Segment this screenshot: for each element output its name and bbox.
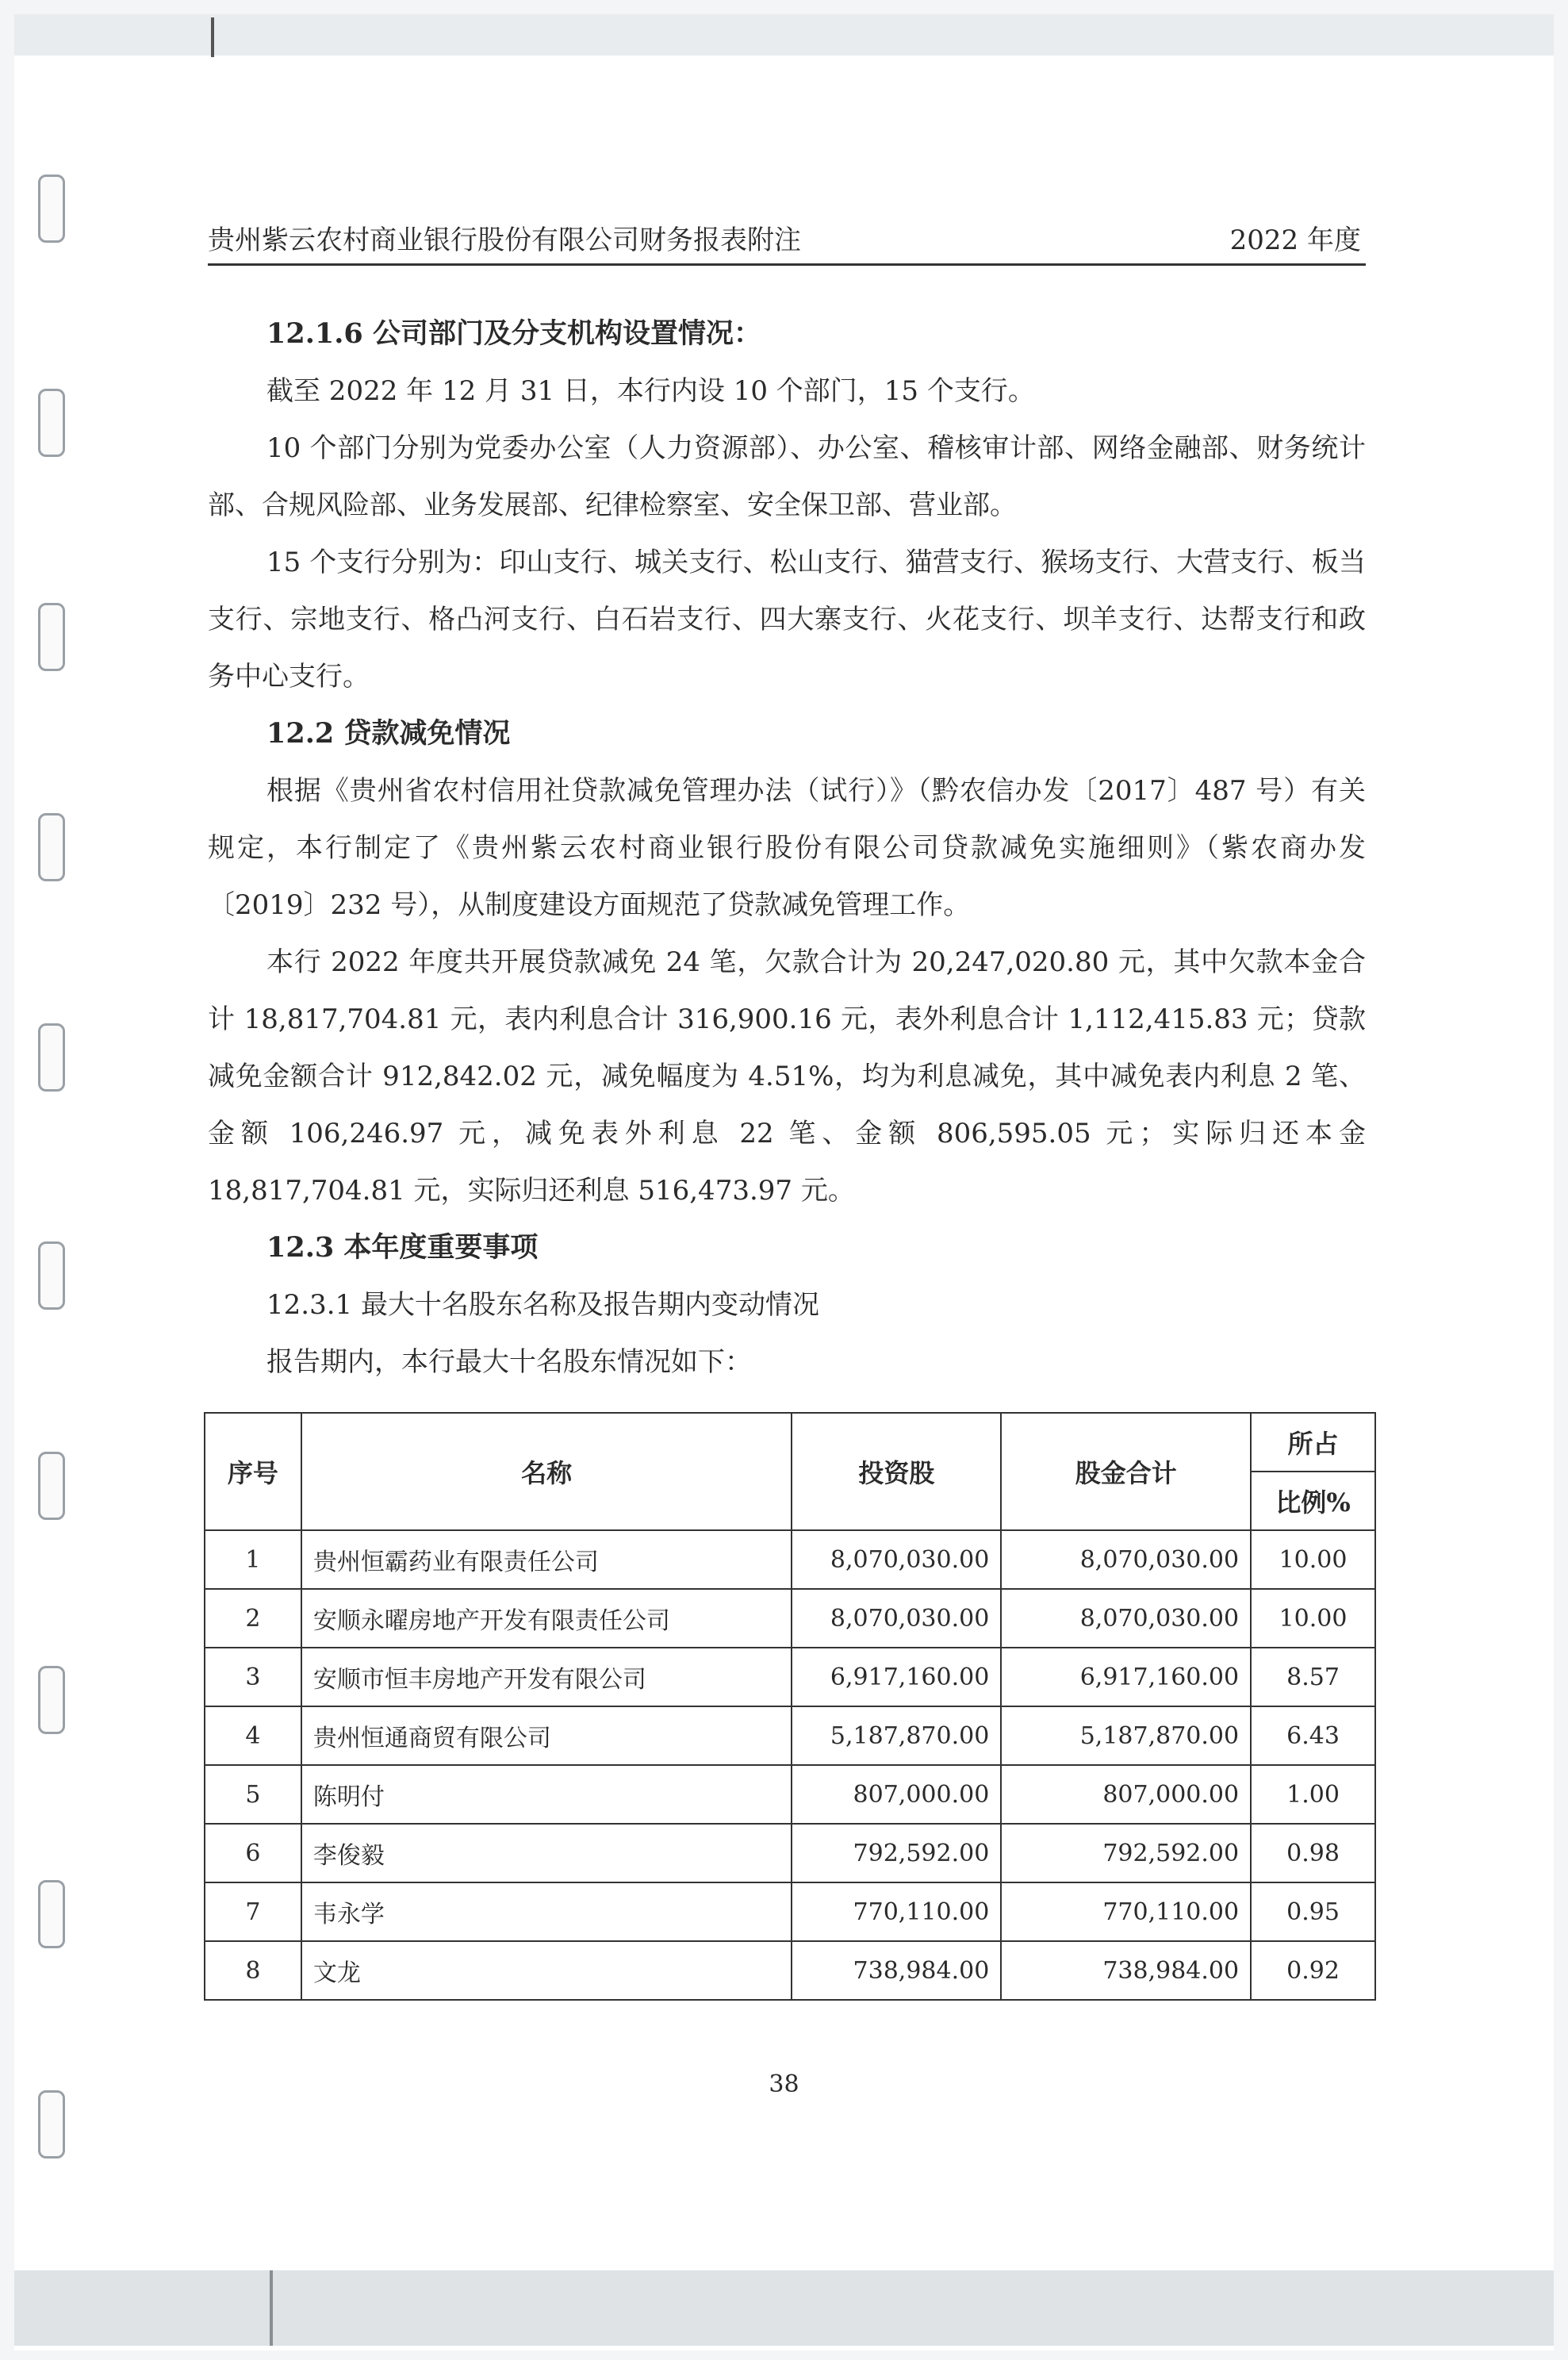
cell-seq: 6 (205, 1824, 301, 1882)
header-company: 贵州紫云农村商业银行股份有限公司财务报表附注 (208, 224, 801, 256)
cell-invest: 8,070,030.00 (792, 1589, 1001, 1648)
cell-seq: 5 (205, 1765, 301, 1824)
cell-invest: 807,000.00 (792, 1765, 1001, 1824)
cell-ratio: 0.92 (1251, 1941, 1375, 2000)
page-header (208, 222, 1366, 266)
table-row (205, 1530, 1375, 1589)
cell-invest: 8,070,030.00 (792, 1530, 1001, 1589)
binder-hole (38, 2090, 65, 2159)
binder-hole (38, 1880, 65, 1948)
cell-total: 738,984.00 (1001, 1941, 1251, 2000)
section-12-1-6-title: 12.1.6 公司部门及分支机构设置情况： (266, 317, 761, 350)
binder-hole (38, 1023, 65, 1092)
table-row (205, 1941, 1375, 2000)
col-header-name: 名称 (301, 1413, 792, 1530)
cell-total: 8,070,030.00 (1001, 1530, 1251, 1589)
table-row (205, 1648, 1375, 1706)
cell-name: 安顺市恒丰房地产开发有限公司 (301, 1648, 792, 1706)
cell-total: 770,110.00 (1001, 1882, 1251, 1941)
scanner-mark (211, 17, 214, 57)
binder-hole (38, 175, 65, 243)
table-row (205, 1882, 1375, 1941)
table-row (205, 1706, 1375, 1765)
table-row (205, 1765, 1375, 1824)
cell-total: 5,187,870.00 (1001, 1706, 1251, 1765)
col-header-seq: 序号 (205, 1413, 301, 1530)
cell-seq: 8 (205, 1941, 301, 2000)
cell-ratio: 0.98 (1251, 1824, 1375, 1882)
col-header-invest: 投资股 (792, 1413, 1001, 1530)
paragraph: 根据《贵州省农村信用社贷款减免管理办法（试行）》（黔农信办发〔2017〕487 号）有关规定，本行制定了《贵州紫云农村商业银行股份有限公司贷款减免实施细则》（紫农商办发〔2019〕232 号），从制度建设方面规范了贷款减免管理工作。 (208, 775, 1366, 921)
cell-invest: 770,110.00 (792, 1882, 1001, 1941)
header-year: 2022 年度 (1229, 224, 1361, 256)
cell-total: 8,070,030.00 (1001, 1589, 1251, 1648)
cell-invest: 792,592.00 (792, 1824, 1001, 1882)
cell-ratio: 6.43 (1251, 1706, 1375, 1765)
paragraph: 15 个支行分别为：印山支行、城关支行、松山支行、猫营支行、猴场支行、大营支行、板当支行、宗地支行、格凸河支行、白石岩支行、四大寨支行、火花支行、坝羊支行、达帮支行和政务中心支行。 (208, 547, 1366, 693)
table-row (205, 1589, 1375, 1648)
cell-seq: 4 (205, 1706, 301, 1765)
section-12-3-1-title: 12.3.1 最大十名股东名称及报告期内变动情况 (266, 1289, 819, 1321)
scanner-mark (270, 2270, 273, 2346)
cell-seq: 2 (205, 1589, 301, 1648)
section-12-3-title: 12.3 本年度重要事项 (266, 1231, 539, 1264)
table-header-row (205, 1413, 1375, 1472)
col-header-total: 股金合计 (1001, 1413, 1251, 1530)
cell-name: 韦永学 (301, 1882, 792, 1941)
page-content (208, 305, 1366, 1391)
cell-ratio: 1.00 (1251, 1765, 1375, 1824)
paragraph: 本行 2022 年度共开展贷款减免 24 笔，欠款合计为 20,247,020.80 元，其中欠款本金合计 18,817,704.81 元，表内利息合计 316,900.16 元，表外利息合计 1,112,415.83 元；贷款减免金额合计 912,842.02 元，减免幅度为 4.51%，均为利息减免，其中减免表内利息 2 笔、金额 106,246.97 元，减免表外利息 22 笔、金额 806,595.05 元；实际归还本金 18,817,704.81 元，实际归还利息 516,473.97 元。 (208, 946, 1366, 1207)
cell-total: 807,000.00 (1001, 1765, 1251, 1824)
cell-name: 陈明付 (301, 1765, 792, 1824)
page-number: 38 (769, 2070, 799, 2098)
cell-invest: 6,917,160.00 (792, 1648, 1001, 1706)
table-intro: 报告期内，本行最大十名股东情况如下： (266, 1346, 752, 1378)
scanner-bottom-edge (14, 2270, 1554, 2346)
binder-hole (38, 603, 65, 671)
binder-hole (38, 1452, 65, 1520)
cell-name: 李俊毅 (301, 1824, 792, 1882)
binder-hole (38, 1666, 65, 1734)
scanner-top-edge (14, 14, 1554, 56)
cell-name: 贵州恒通商贸有限公司 (301, 1706, 792, 1765)
paragraph: 截至 2022 年 12 月 31 日，本行内设 10 个部门，15 个支行。 (266, 375, 1035, 407)
shareholder-table (204, 1412, 1376, 2001)
paragraph: 10 个部门分别为党委办公室（人力资源部）、办公室、稽核审计部、网络金融部、财务统计部、合规风险部、业务发展部、纪律检察室、安全保卫部、营业部。 (208, 432, 1366, 521)
cell-seq: 3 (205, 1648, 301, 1706)
binder-hole (38, 389, 65, 457)
col-header-ratio-bottom: 比例% (1251, 1472, 1375, 1530)
cell-name: 安顺永曜房地产开发有限责任公司 (301, 1589, 792, 1648)
col-header-ratio-top: 所占 (1251, 1413, 1375, 1472)
cell-total: 792,592.00 (1001, 1824, 1251, 1882)
table-row (205, 1824, 1375, 1882)
cell-total: 6,917,160.00 (1001, 1648, 1251, 1706)
binder-hole (38, 1241, 65, 1310)
cell-invest: 738,984.00 (792, 1941, 1001, 2000)
cell-seq: 7 (205, 1882, 301, 1941)
section-12-2-title: 12.2 贷款减免情况 (266, 717, 511, 750)
cell-ratio: 10.00 (1251, 1589, 1375, 1648)
cell-ratio: 0.95 (1251, 1882, 1375, 1941)
cell-ratio: 10.00 (1251, 1530, 1375, 1589)
cell-name: 文龙 (301, 1941, 792, 2000)
cell-seq: 1 (205, 1530, 301, 1589)
cell-ratio: 8.57 (1251, 1648, 1375, 1706)
cell-invest: 5,187,870.00 (792, 1706, 1001, 1765)
binder-hole (38, 813, 65, 881)
cell-name: 贵州恒霸药业有限责任公司 (301, 1530, 792, 1589)
